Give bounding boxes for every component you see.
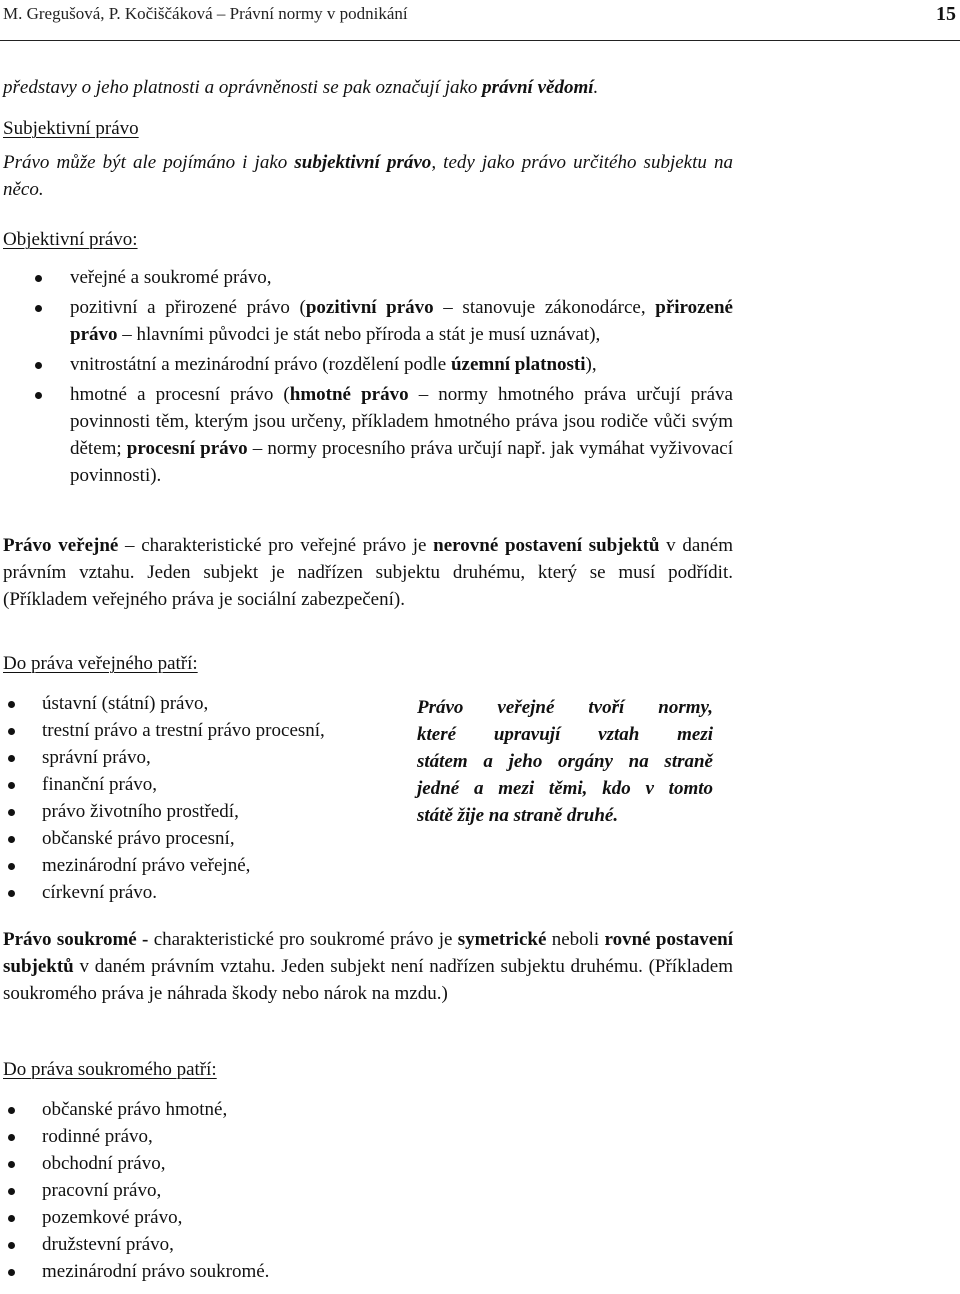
list-item-text: – stanovuje zákonodárce, <box>433 297 656 318</box>
public-law-list <box>3 690 403 906</box>
list-item-text: – normy hmotného práva určují práva povinnosti těm, kterým jsou určeny, příkladem hmotného práva jsou rodiče vůči svým dětem; <box>70 384 733 459</box>
list-item-text: ), <box>585 354 597 375</box>
list-item-text: správní právo, <box>42 747 151 768</box>
list-item <box>3 1258 403 1285</box>
term-public-law: Právo veřejné <box>3 535 119 556</box>
bullet-icon <box>8 1215 15 1222</box>
list-item-text: družstevní právo, <box>42 1234 174 1255</box>
bullet-icon <box>35 392 42 399</box>
list-item-text: – hlavními původci je stát nebo příroda a stát je musí uznávat), <box>117 324 601 345</box>
objective-law-list <box>3 264 733 489</box>
list-item <box>3 744 403 771</box>
list-item-text: vnitrostátní a mezinárodní právo (rozdělení podle <box>70 354 451 375</box>
list-item <box>3 852 403 879</box>
subjective-law-paragraph <box>3 149 733 203</box>
public-law-callout <box>417 694 713 829</box>
bullet-icon <box>35 362 42 369</box>
list-item-text: – normy procesního práva určují např. jak vymáhat vyživovací povinnosti). <box>70 438 733 486</box>
intro-paragraph <box>3 74 733 101</box>
subj-text: Právo může být ale pojímáno i jako <box>3 152 295 173</box>
list-item <box>3 351 733 378</box>
bullet-icon <box>8 1188 15 1195</box>
subjective-law-heading: Subjektivní právo <box>3 118 139 139</box>
callout-line: jedné a mezi těmi, kdo v tomto <box>417 778 713 799</box>
list-item <box>3 825 403 852</box>
list-item-text: pozemkové právo, <box>42 1207 183 1228</box>
bullet-icon <box>8 701 15 708</box>
list-item-text: finanční právo, <box>42 774 158 795</box>
bullet-icon <box>35 305 42 312</box>
private-para-text: neboli <box>546 929 605 950</box>
bullet-icon <box>8 1161 15 1168</box>
public-para-text: – charakteristické pro veřejné právo je <box>118 535 434 556</box>
private-law-heading: Do práva soukromého patří: <box>3 1059 217 1080</box>
list-item <box>3 1177 403 1204</box>
bullet-icon <box>8 836 15 843</box>
callout-line: Právo veřejné tvoří normy, <box>417 697 713 718</box>
list-item <box>3 1150 403 1177</box>
private-law-paragraph <box>3 926 733 1007</box>
callout-line: státem a jeho orgány na straně <box>417 751 713 772</box>
term-unequal-position: nerovné postavení subjektů <box>433 535 660 556</box>
list-item-text: mezinárodní právo soukromé. <box>42 1261 270 1282</box>
list-item-text: mezinárodní právo veřejné, <box>42 855 251 876</box>
intro-bold: právní vědomí <box>482 77 594 98</box>
objective-law-heading: Objektivní právo: <box>3 229 138 250</box>
bullet-icon <box>8 890 15 897</box>
list-item-text: právo životního prostředí, <box>42 801 239 822</box>
term-positive-law: pozitivní právo <box>305 297 434 318</box>
list-item <box>3 798 403 825</box>
bullet-icon <box>8 1269 15 1276</box>
list-item-text: občanské právo procesní, <box>42 828 235 849</box>
callout-line: které upravují vztah mezi <box>417 724 713 745</box>
term-substantive-law: hmotné právo <box>289 384 409 405</box>
bullet-icon <box>8 782 15 789</box>
private-para-text: charakteristické pro soukromé právo je <box>148 929 458 950</box>
list-item <box>3 1123 403 1150</box>
term-equal-position: rovné postavení subjektů <box>3 929 733 977</box>
intro-text: představy o jeho platnosti a oprávněnosti se pak označují jako <box>3 77 483 98</box>
term-natural-law: přirozené právo <box>70 297 733 345</box>
bullet-icon <box>8 863 15 870</box>
list-item-text: veřejné a soukromé právo, <box>70 267 272 288</box>
page-number: 15 <box>936 3 956 25</box>
list-item <box>3 717 403 744</box>
list-item <box>3 771 403 798</box>
list-item-text: občanské právo hmotné, <box>42 1099 228 1120</box>
list-item-text: pozitivní a přirozené právo ( <box>70 297 306 318</box>
public-para-text: v daném právním vztahu. Jeden subjekt je nadřízen subjektu druhému, který se musí podřídit. (Příkladem veřejného práva je sociální zabezpečení). <box>3 535 733 610</box>
bullet-icon <box>35 275 42 282</box>
callout-line: státě žije na straně druhé. <box>417 805 619 826</box>
list-item-text: církevní právo. <box>42 882 158 903</box>
bullet-icon <box>8 755 15 762</box>
term-procedural-law: procesní právo <box>126 438 248 459</box>
subj-end: , tedy jako právo určitého subjektu na něco. <box>3 152 733 200</box>
list-item-text: rodinné právo, <box>42 1126 153 1147</box>
list-item-text: obchodní právo, <box>42 1153 166 1174</box>
list-item <box>3 294 733 348</box>
bullet-icon <box>8 1134 15 1141</box>
running-header <box>0 0 960 41</box>
list-item-text: ústavní (státní) právo, <box>42 693 209 714</box>
bullet-icon <box>8 1107 15 1114</box>
public-law-heading: Do práva veřejného patří: <box>3 653 198 674</box>
list-item-text: hmotné a procesní právo ( <box>70 384 290 405</box>
intro-end: . <box>593 77 599 98</box>
term-symmetric: symetrické <box>457 929 547 950</box>
list-item-text: pracovní právo, <box>42 1180 162 1201</box>
term-territorial-validity: územní platnosti <box>450 354 586 375</box>
list-item <box>3 1204 403 1231</box>
bullet-icon <box>8 1242 15 1249</box>
public-law-paragraph <box>3 532 733 613</box>
list-item <box>3 690 403 717</box>
list-item <box>3 264 733 291</box>
private-para-text: v daném právním vztahu. Jeden subjekt není nadřízen subjektu druhému. (Příkladem soukromého práva je náhrada škody nebo nárok na mzdu.) <box>3 956 733 1004</box>
private-law-list <box>3 1096 403 1285</box>
list-item <box>3 1231 403 1258</box>
list-item <box>3 879 403 906</box>
list-item <box>3 1096 403 1123</box>
bullet-icon <box>8 728 15 735</box>
bullet-icon <box>8 809 15 816</box>
header-title: M. Gregušová, P. Kočiščáková – Právní normy v podnikání <box>3 4 408 23</box>
subj-bold: subjektivní právo <box>294 152 432 173</box>
list-item-text: trestní právo a trestní právo procesní, <box>42 720 325 741</box>
list-item <box>3 381 733 489</box>
term-private-law: Právo soukromé - <box>3 929 149 950</box>
